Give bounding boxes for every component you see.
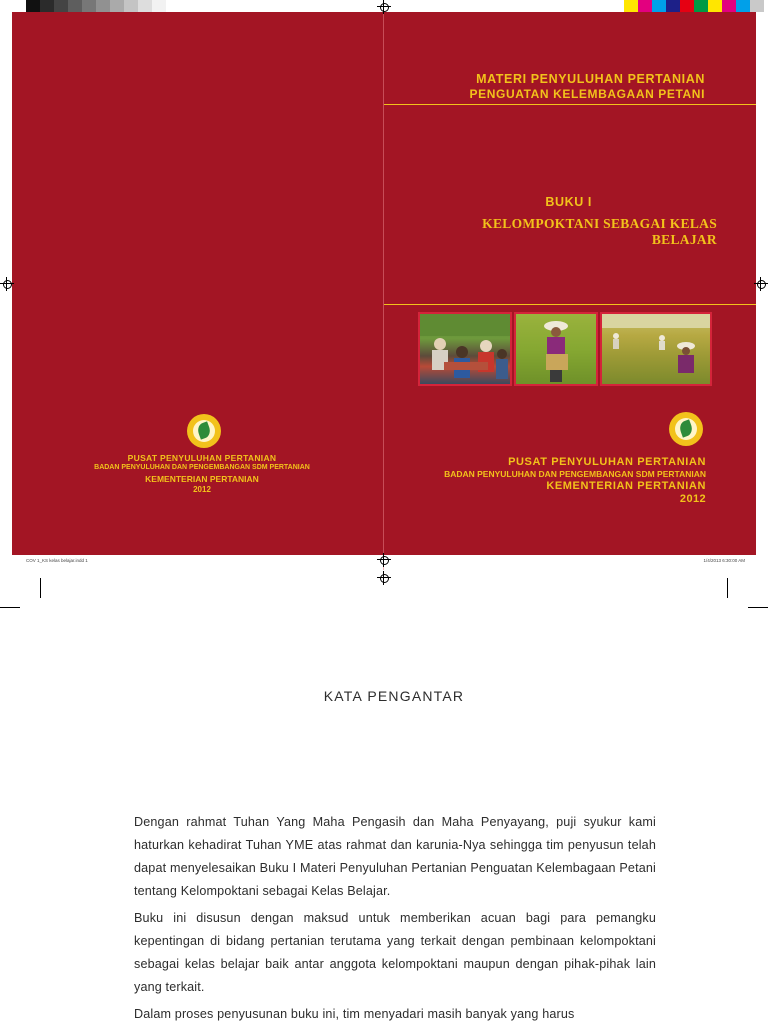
back-cover-publisher: PUSAT PENYULUHAN PERTANIAN [127,453,277,463]
page-heading: KATA PENGANTAR [323,688,465,704]
crop-mark [727,578,728,598]
farmer-harvest-illustration [516,314,596,384]
registration-mark-icon [754,277,768,291]
back-cover-ministry: KEMENTERIAN PERTANIAN [145,474,259,484]
front-cover-publisher: PUSAT PENYULUHAN PERTANIAN [508,456,706,468]
series-title-line2: PENGUATAN KELEMBAGAAN PETANI [469,87,705,101]
series-title-rule [384,104,756,105]
print-slug-filename: COV 1_KS kelas belajar.indd 1 [26,558,88,563]
registration-mark-icon [377,0,391,14]
ministry-logo-icon [187,414,221,448]
process-color-bar [624,0,764,12]
book-number: BUKU I [545,195,592,209]
front-cover-year: 2012 [679,493,706,505]
grayscale-color-bar [26,0,166,12]
print-slug-timestamp: 1/4/2013 6:30:00 AM [703,558,745,563]
registration-mark-icon [377,553,391,567]
cover-spine-guide [383,10,384,570]
cover-photo-rice-field [600,312,712,386]
ministry-logo-icon-front [669,412,703,446]
front-cover-agency: BADAN PENYULUHAN DAN PENGEMBANGAN SDM PERTANIAN [444,469,706,479]
front-cover-ministry: KEMENTERIAN PERTANIAN [546,480,706,492]
book-cover-spread [12,12,756,555]
group-discussion-illustration [420,314,510,384]
registration-mark-icon [0,277,14,291]
registration-mark-icon [377,571,391,585]
foreword-paragraph-2: Buku ini disusun dengan maksud untuk memberikan acuan bagi para pemangku kepentingan di bidang pertanian terutama yang terkait dengan pembinaan kelompoktani sebagai kelas belajar baik antar anggota kelompoktani maupun dengan pihak-pihak lain yang terkait. [134,911,656,994]
foreword-paragraph-3: Dalam proses penyusunan buku ini, tim menyadari masih banyak yang harus [134,1007,575,1021]
back-cover-year: 2012 [193,485,211,494]
rice-field-illustration [602,314,710,384]
book-title-rule [384,304,756,305]
back-cover-agency: BADAN PENYULUHAN DAN PENGEMBANGAN SDM PERTANIAN [94,464,310,471]
book-title: KELOMPOKTANI SEBAGAI KELAS BELAJAR [482,216,717,247]
foreword-paragraph-1: Dengan rahmat Tuhan Yang Maha Pengasih dan Maha Penyayang, puji syukur kami haturkan kehadirat Tuhan YME atas rahmat dan karunia-Nya sehingga tim penyusun telah dapat menyelesaikan Buku I Materi Penyuluhan Pertanian Penguatan Kelembagaan Petani tentang Kelompoktani sebagai Kelas Belajar. [134,815,656,898]
cover-photo-farmer-harvest [514,312,598,386]
series-title-line1: MATERI PENYULUHAN PERTANIAN [476,72,705,86]
cover-photo-group-discussion [418,312,512,386]
crop-mark [40,578,41,598]
crop-mark [0,607,20,608]
crop-mark [748,607,768,608]
